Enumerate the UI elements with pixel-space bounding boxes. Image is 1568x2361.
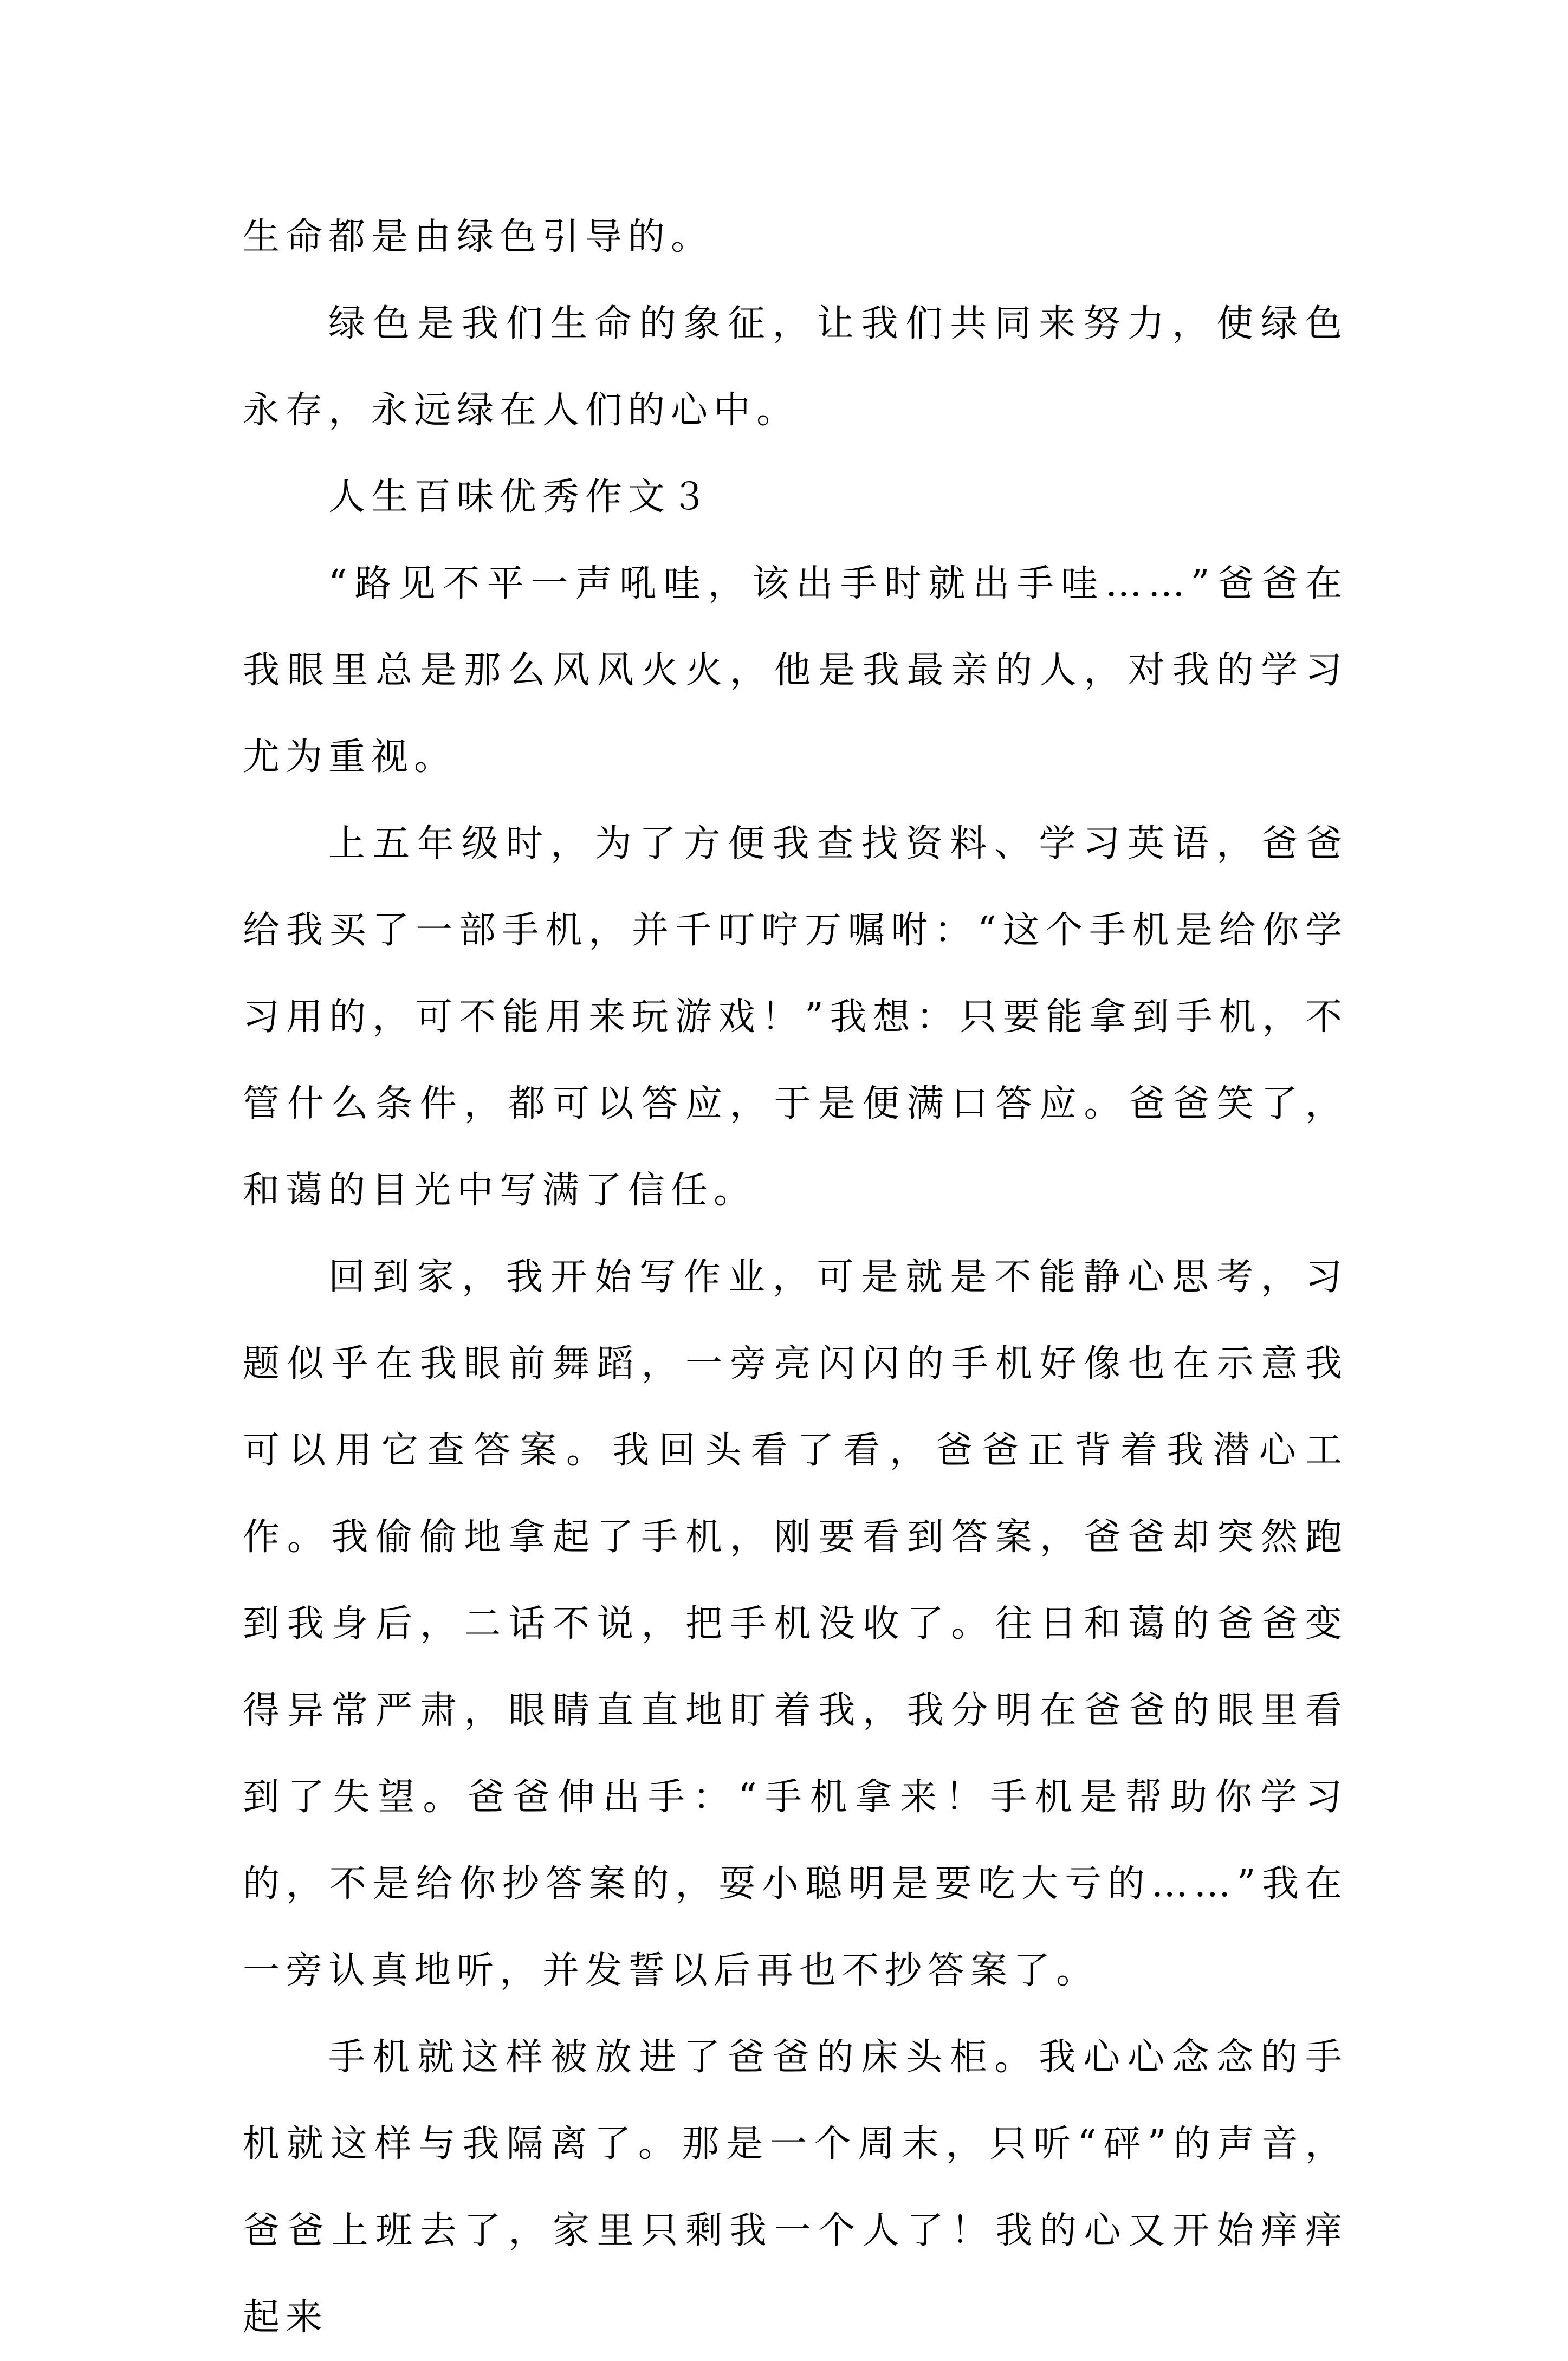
- paragraph-4: 上五年级时，为了方便我查找资料、学习英语，爸爸给我买了一部手机，并千叮咛万嘱咐：“这个手机是给你学习用的，可不能用来玩游戏！”我想：只要能拿到手机，不管什么条件，都可以答应，于是便满口答应。爸爸笑了，和蔼的目光中写满了信任。: [243, 822, 1348, 1212]
- paragraph-6: 手机就这样被放进了爸爸的床头柜。我心心念念的手机就这样与我隔离了。那是一个周末，只听“砰”的声音，爸爸上班去了，家里只剩我一个人了！我的心又开始痒痒起来: [243, 2036, 1348, 2339]
- paragraph-1: 生命都是由绿色引导的。: [243, 216, 714, 258]
- paragraph-3: “路见不平一声吼哇，该出手时就出手哇……”爸爸在我眼里总是那么风风火火，他是我最亲的人，对我的学习尤为重视。: [243, 562, 1348, 779]
- document-body: [243, 194, 1348, 2361]
- paragraph-5: 回到家，我开始写作业，可是就是不能静心思考，习题似乎在我眼前舞蹈，一旁亮闪闪的手机好像也在示意我可以用它查答案。我回头看了看，爸爸正背着我潜心工作。我偷偷地拿起了手机，刚要看到答案，爸爸却突然跑到我身后，二话不说，把手机没收了。往日和蔼的爸爸变得异常严肃，眼睛直直地盯着我，我分明在爸爸的眼里看到了失望。爸爸伸出手：“手机拿来！手机是帮助你学习的，不是给你抄答案的，耍小聪明是要吃大亏的……”我在一旁认真地听，并发誓以后再也不抄答案了。: [243, 1256, 1348, 1992]
- paragraph-2: 绿色是我们生命的象征，让我们共同来努力，使绿色永存，永远绿在人们的心中。: [243, 302, 1348, 432]
- section-heading: 人生百味优秀作文３: [328, 476, 714, 518]
